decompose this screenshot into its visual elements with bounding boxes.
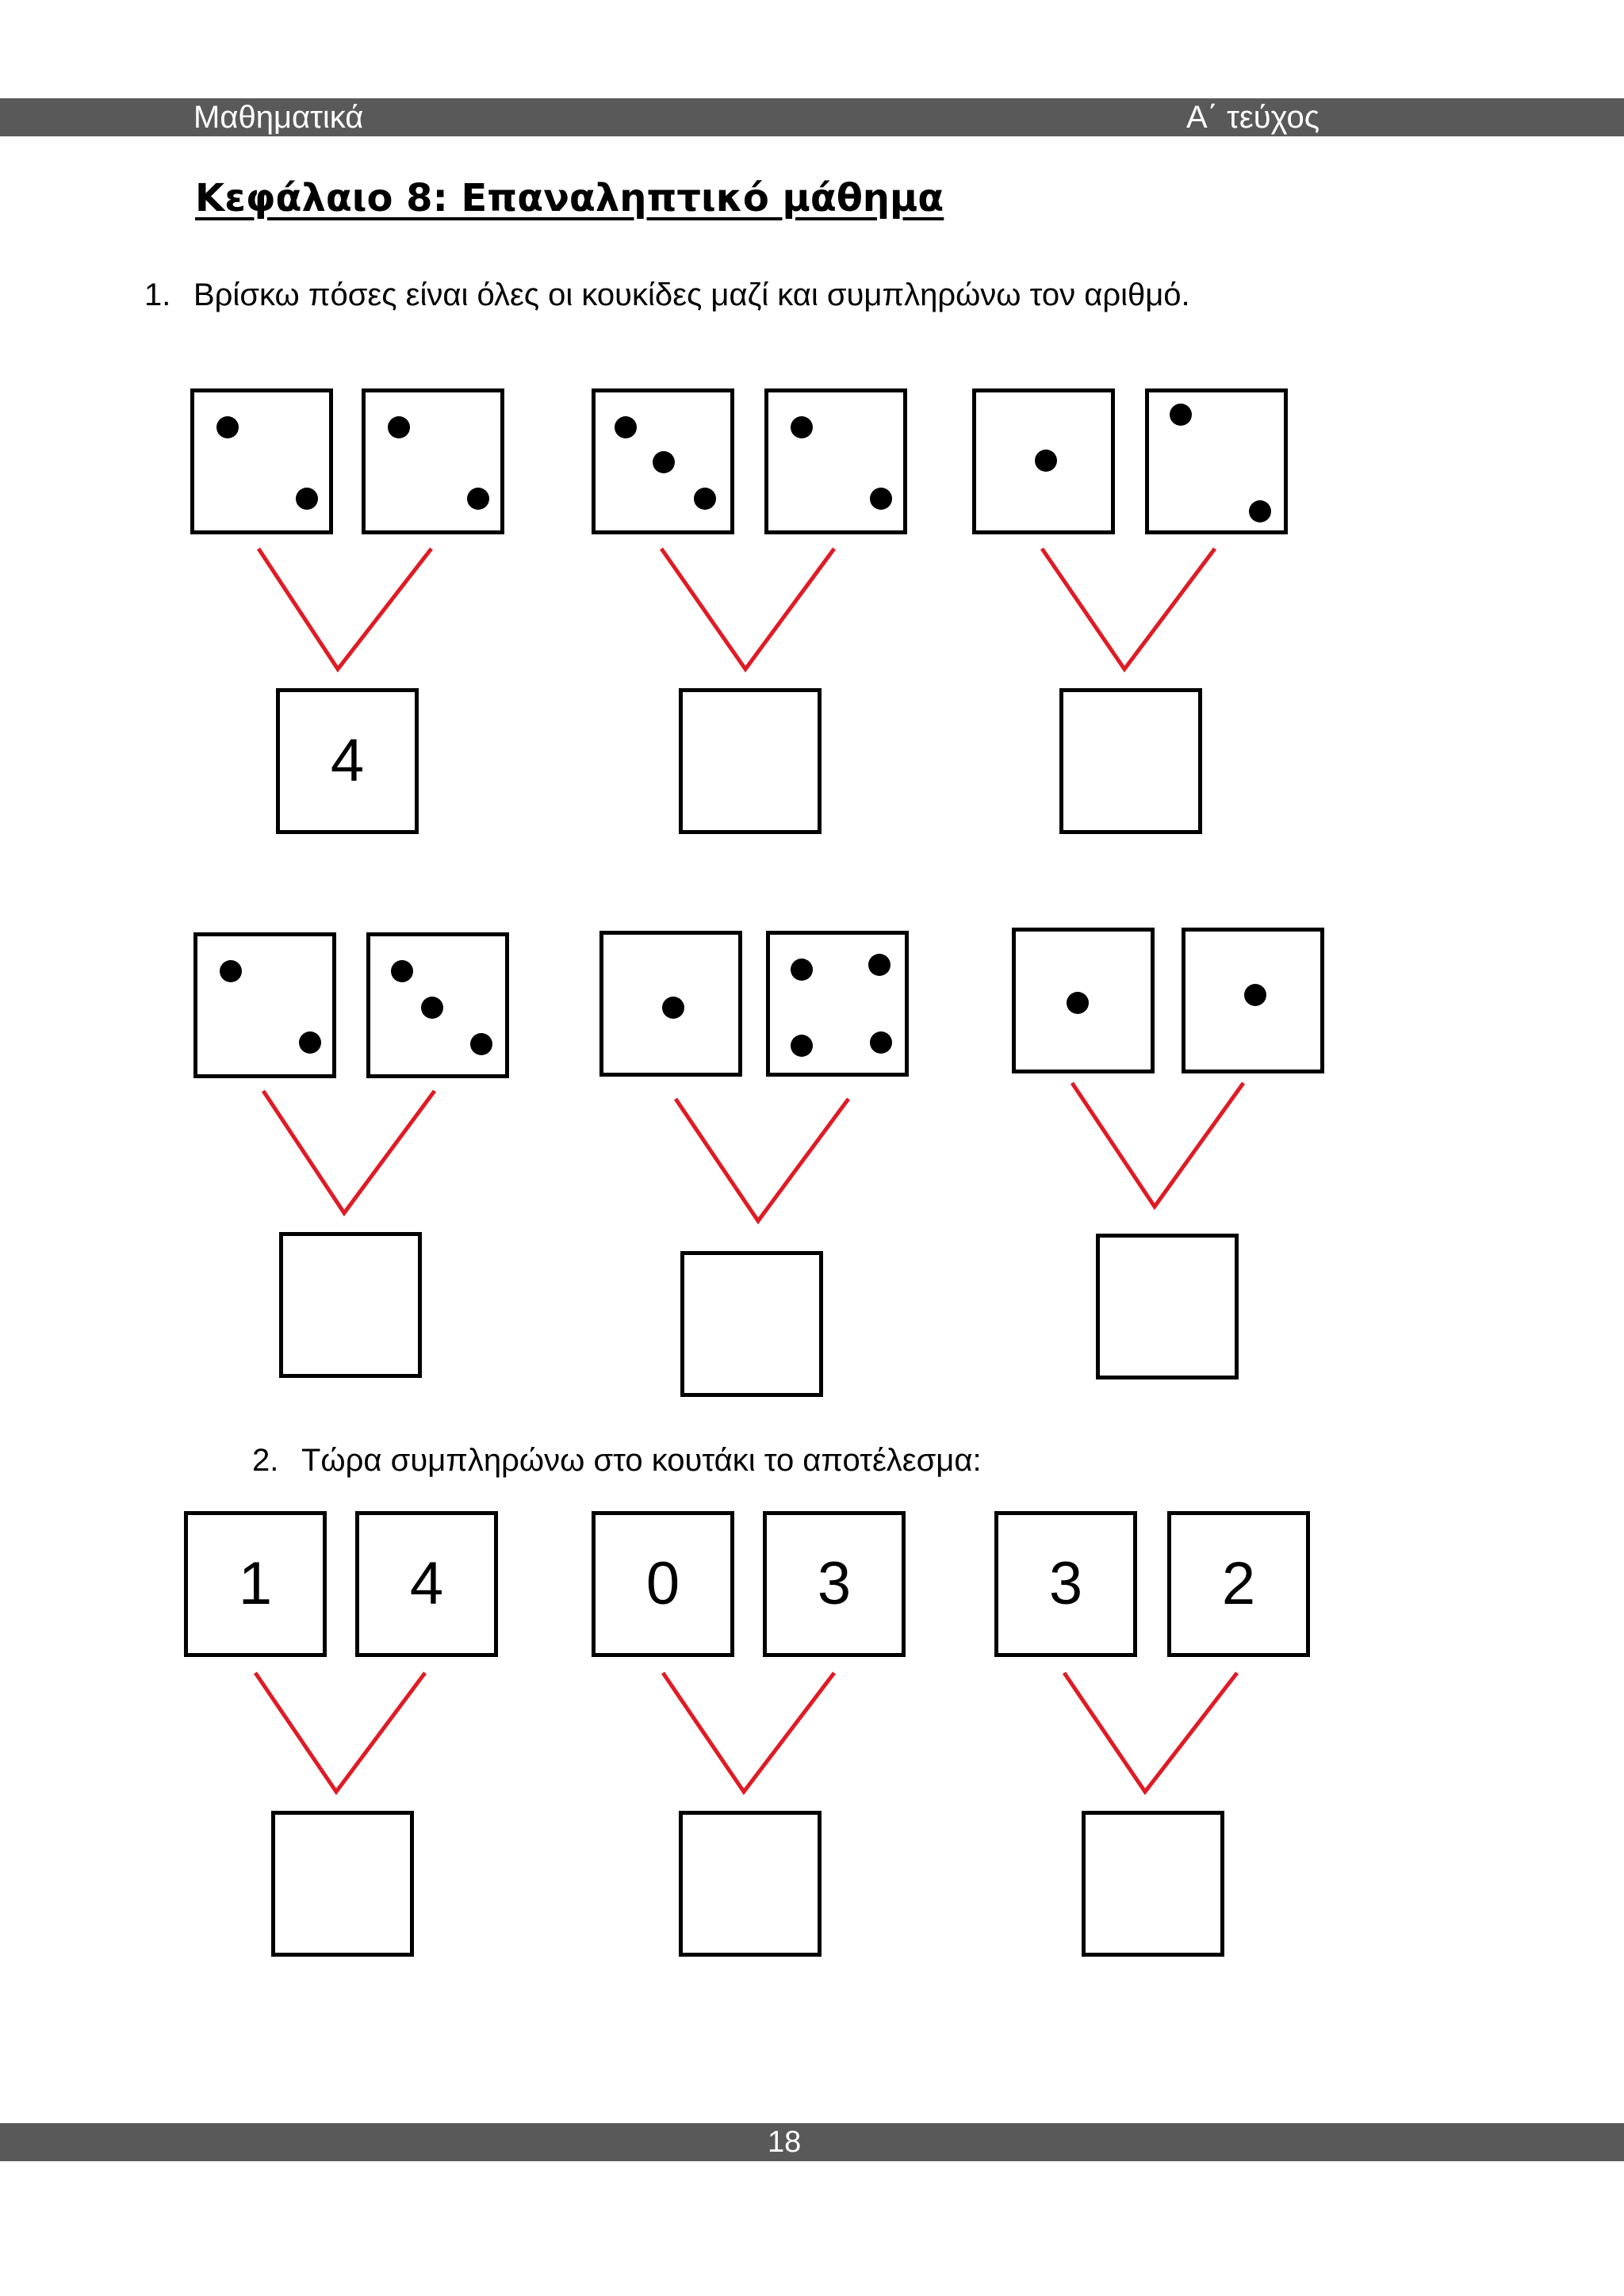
answer-value: 4 <box>330 727 365 794</box>
die-pip <box>470 1033 492 1055</box>
exercise-1-instruction <box>144 273 1190 317</box>
connector-v <box>263 1091 435 1213</box>
result-box[interactable] <box>271 1811 414 1957</box>
answer-box[interactable] <box>1059 688 1202 834</box>
die-pip <box>1170 404 1192 426</box>
die-box <box>1012 928 1155 1073</box>
result-box[interactable] <box>1082 1811 1224 1957</box>
die-box <box>366 932 509 1078</box>
die-pip <box>791 1035 813 1057</box>
die-pip <box>868 954 891 976</box>
die-pip <box>1244 984 1266 1006</box>
exercise-2-instruction <box>252 1438 982 1483</box>
die-pip <box>299 1031 321 1054</box>
answer-value <box>1063 692 1198 830</box>
die-box <box>599 931 742 1077</box>
exercise-2-number: 2. <box>252 1443 279 1478</box>
addend-value: 4 <box>409 1550 444 1617</box>
answer-box[interactable] <box>279 1232 422 1378</box>
addend-value: 1 <box>238 1550 273 1617</box>
header-bar <box>0 98 1624 136</box>
die-pip <box>220 960 242 982</box>
die-pip <box>467 488 489 510</box>
die-pip <box>1035 450 1057 472</box>
exercise-1-text: Βρίσκω πόσες είναι όλες οι κουκίδες μαζί και συμπληρώνω τον αριθμό. <box>193 277 1190 312</box>
result-value <box>275 1815 410 1953</box>
die-box <box>1182 928 1324 1073</box>
die-pip <box>1249 500 1271 522</box>
connector-v <box>1064 1673 1237 1792</box>
die-box <box>972 388 1115 534</box>
die-box <box>764 388 907 534</box>
exercise-2-text: Τώρα συμπληρώνω στο κουτάκι το αποτέλεσμα: <box>301 1443 982 1478</box>
connector-v <box>259 549 431 669</box>
addend-value: 0 <box>645 1550 680 1617</box>
addend-value: 3 <box>1048 1550 1083 1617</box>
answer-box[interactable] <box>276 688 419 834</box>
result-value <box>1086 1815 1220 1953</box>
die-pip <box>653 451 675 473</box>
connector-v <box>255 1673 425 1792</box>
answer-value <box>1100 1238 1235 1376</box>
die-box <box>592 388 734 534</box>
die-pip <box>391 960 413 982</box>
answer-value <box>283 1236 418 1374</box>
connector-v <box>676 1099 848 1221</box>
page-title: Κεφάλαιο 8: Επαναληπτικό μάθημα <box>195 176 944 220</box>
die-pip <box>388 416 410 438</box>
exercise-1-number: 1. <box>144 277 171 312</box>
die-pip <box>1067 992 1089 1014</box>
addend-value: 2 <box>1221 1550 1256 1617</box>
addend-box <box>994 1511 1137 1657</box>
addend-box <box>1167 1511 1310 1657</box>
answer-box[interactable] <box>1096 1234 1239 1380</box>
connector-v <box>1042 549 1215 669</box>
answer-value <box>683 692 818 830</box>
die-pip <box>216 416 239 438</box>
volume-label: Α΄ τεύχος <box>1186 100 1320 135</box>
die-pip <box>870 1031 892 1054</box>
die-box <box>190 388 333 534</box>
die-pip <box>694 488 716 510</box>
die-pip <box>615 416 637 438</box>
die-pip <box>870 488 892 510</box>
die-box <box>766 931 909 1077</box>
die-pip <box>791 416 813 438</box>
die-pip <box>296 488 318 510</box>
addend-box <box>592 1511 734 1657</box>
connector-v <box>661 549 834 669</box>
connector-v <box>663 1673 834 1792</box>
die-box <box>1145 388 1288 534</box>
result-value <box>683 1815 818 1953</box>
page-number: 18 <box>768 2126 802 2159</box>
addend-box <box>184 1511 327 1657</box>
subject-label: Μαθηματικά <box>193 100 364 135</box>
die-pip <box>791 959 813 981</box>
footer-bar <box>0 2123 1624 2161</box>
die-box <box>362 388 504 534</box>
connector-v <box>1072 1083 1243 1207</box>
addend-value: 3 <box>817 1550 852 1617</box>
die-box <box>193 932 336 1078</box>
die-pip <box>662 997 684 1019</box>
answer-box[interactable] <box>680 1251 823 1397</box>
answer-box[interactable] <box>679 688 822 834</box>
die-pip <box>421 997 443 1019</box>
answer-value <box>684 1255 819 1393</box>
addend-box <box>763 1511 906 1657</box>
result-box[interactable] <box>679 1811 822 1957</box>
addend-box <box>355 1511 498 1657</box>
